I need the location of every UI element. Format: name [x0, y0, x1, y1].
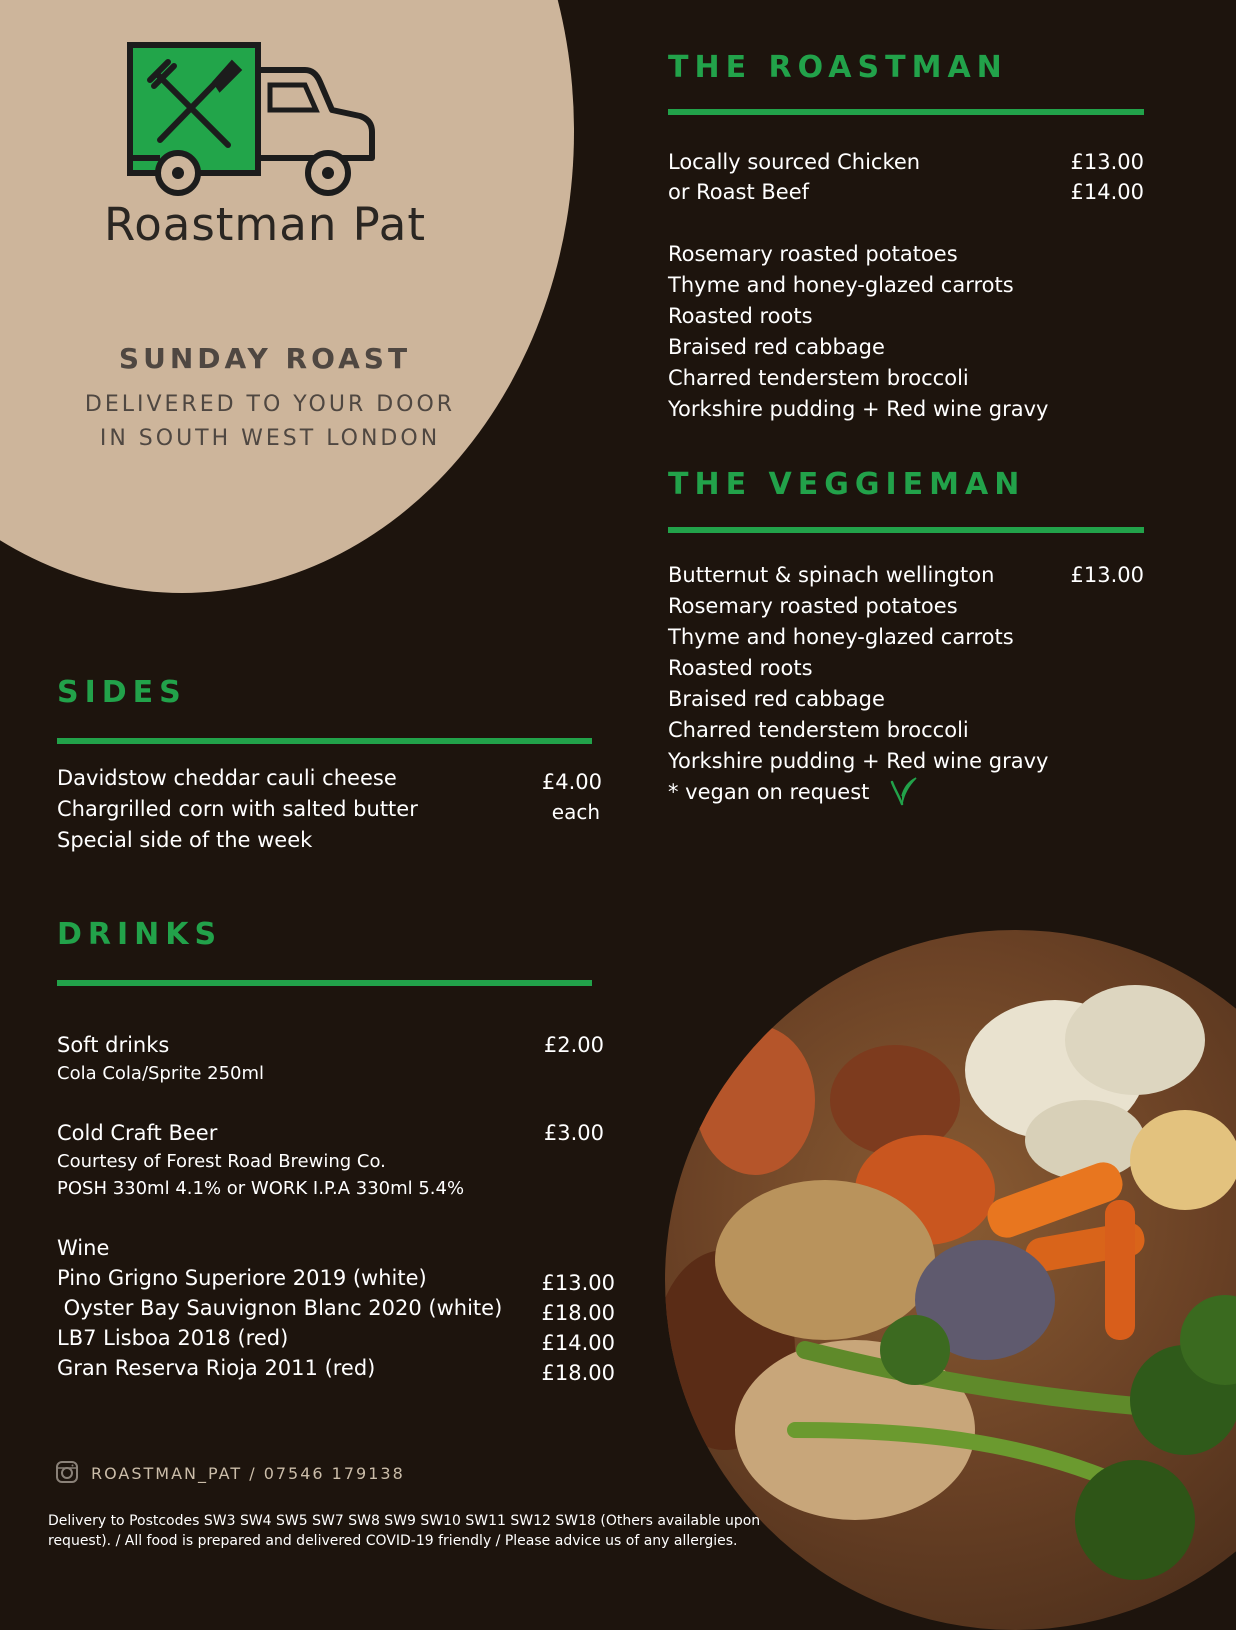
veggieman-side: Rosemary roasted potatoes [668, 594, 958, 618]
drinks-divider [57, 980, 592, 986]
truck-logo-icon [120, 40, 390, 210]
roastman-divider [668, 109, 1144, 115]
page-title: SUNDAY ROAST [118, 342, 412, 375]
drink-soft-name: Soft drinks [57, 1033, 170, 1057]
drink-beer-detail: Courtesy of Forest Road Brewing Co. [57, 1151, 386, 1172]
wine-item: Pino Grigno Superiore 2019 (white) [57, 1266, 427, 1290]
tagline-line-2: IN SOUTH WEST LONDON [99, 426, 441, 451]
wine-label: Wine [57, 1236, 110, 1260]
wine-price: £18.00 [541, 1301, 615, 1325]
roastman-heading: THE ROASTMAN [668, 50, 1008, 85]
drink-soft-price: £2.00 [543, 1033, 604, 1057]
delivery-note-line-2: request). / All food is prepared and delivered COVID-19 friendly / Please advice us of any allergies. [48, 1533, 738, 1549]
side-item: Special side of the week [57, 828, 313, 852]
veggieman-side: Braised red cabbage [668, 687, 885, 711]
roastman-main-beef: or Roast Beef [668, 180, 810, 204]
roastman-side: Yorkshire pudding + Red wine gravy [668, 397, 1049, 421]
sides-divider [57, 738, 592, 744]
brand-name: Roastman Pat [103, 198, 426, 251]
drink-beer-detail: POSH 330ml 4.1% or WORK I.P.A 330ml 5.4% [57, 1178, 465, 1199]
instagram-icon [55, 1460, 79, 1484]
drink-beer-name: Cold Craft Beer [57, 1121, 218, 1145]
sides-price-note: each [551, 800, 600, 824]
wine-price: £13.00 [541, 1271, 615, 1295]
wine-price: £14.00 [541, 1331, 615, 1355]
drink-beer-price: £3.00 [543, 1121, 604, 1145]
roastman-price-chicken: £13.00 [1070, 150, 1144, 174]
leaf-icon [890, 776, 918, 806]
social-contact: ROASTMAN_PAT / 07546 179138 [91, 1464, 405, 1483]
veggieman-side: Yorkshire pudding + Red wine gravy [668, 749, 1049, 773]
drink-soft-detail: Cola Cola/Sprite 250ml [57, 1063, 265, 1084]
veggieman-price: £13.00 [1070, 563, 1144, 587]
roastman-main-chicken: Locally sourced Chicken [668, 150, 921, 174]
veggieman-heading: THE VEGGIEMAN [668, 467, 1026, 502]
wine-item: LB7 Lisboa 2018 (red) [57, 1326, 289, 1350]
roastman-side: Braised red cabbage [668, 335, 885, 359]
veggieman-side: Charred tenderstem broccoli [668, 718, 969, 742]
side-item: Davidstow cheddar cauli cheese [57, 766, 397, 790]
vegan-note: * vegan on request [668, 780, 870, 804]
roastman-side: Thyme and honey-glazed carrots [668, 273, 1014, 297]
sides-heading: SIDES [57, 675, 187, 710]
sides-price: £4.00 [541, 770, 602, 794]
roastman-side: Charred tenderstem broccoli [668, 366, 969, 390]
roastman-price-beef: £14.00 [1070, 180, 1144, 204]
delivery-note-line-1: Delivery to Postcodes SW3 SW4 SW5 SW7 SW8 SW9 SW10 SW11 SW12 SW18 (Others available upon [48, 1513, 761, 1529]
side-item: Chargrilled corn with salted butter [57, 797, 418, 821]
drinks-heading: DRINKS [57, 917, 223, 952]
roastman-side: Rosemary roasted potatoes [668, 242, 958, 266]
tagline-line-1: DELIVERED TO YOUR DOOR [84, 392, 456, 417]
veggieman-side: Thyme and honey-glazed carrots [668, 625, 1014, 649]
wine-price: £18.00 [541, 1361, 615, 1385]
wine-item: Oyster Bay Sauvignon Blanc 2020 (white) [57, 1296, 503, 1320]
wine-item: Gran Reserva Rioja 2011 (red) [57, 1356, 376, 1380]
roastman-side: Roasted roots [668, 304, 813, 328]
veggieman-side: Roasted roots [668, 656, 813, 680]
veggieman-divider [668, 527, 1144, 533]
veggieman-main: Butternut & spinach wellington [668, 563, 995, 587]
